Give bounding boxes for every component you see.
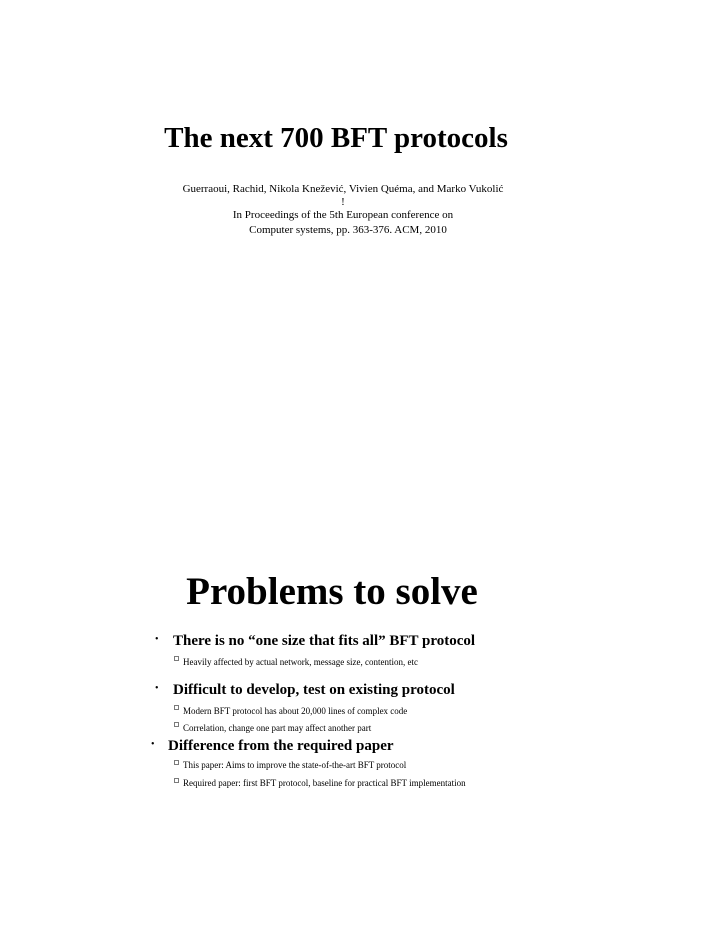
paper-venue-line-2: Computer systems, pp. 363-376. ACM, 2010 xyxy=(249,224,447,236)
sub-bullet-checkbox-icon xyxy=(174,722,179,727)
bullet-icon: • xyxy=(151,739,155,750)
sub-bullet-checkbox-icon xyxy=(174,760,179,765)
sub-bullet-checkbox-icon xyxy=(174,656,179,661)
separator-mark: ! xyxy=(341,196,345,208)
bullet-item-1: There is no “one size that fits all” BFT protocol xyxy=(173,633,476,649)
sub-item-2-2: Correlation, change one part may affect another part xyxy=(183,723,372,733)
sub-bullet-checkbox-icon xyxy=(174,778,179,783)
bullet-item-2: Difficult to develop, test on existing protocol xyxy=(173,682,455,698)
slide2-title: Problems to solve xyxy=(186,570,478,613)
bullet-item-3: Difference from the required paper xyxy=(168,738,394,754)
sub-item-3-1: This paper: Aims to improve the state-of-the-art BFT protocol xyxy=(183,760,407,770)
slide1-title: The next 700 BFT protocols xyxy=(164,122,508,154)
sub-item-2-1: Modern BFT protocol has about 20,000 lines of complex code xyxy=(183,706,408,716)
sub-item-3-2: Required paper: first BFT protocol, baseline for practical BFT implementation xyxy=(183,778,466,788)
bullet-icon: • xyxy=(155,683,159,694)
paper-venue-line-1: In Proceedings of the 5th European conference on xyxy=(232,209,454,221)
bullet-icon: • xyxy=(155,634,159,645)
paper-authors: Guerraoui, Rachid, Nikola Knežević, Vivien Quéma, and Marko Vukolić xyxy=(182,183,504,195)
sub-bullet-checkbox-icon xyxy=(174,705,179,710)
sub-item-1-1: Heavily affected by actual network, message size, contention, etc xyxy=(183,657,418,667)
